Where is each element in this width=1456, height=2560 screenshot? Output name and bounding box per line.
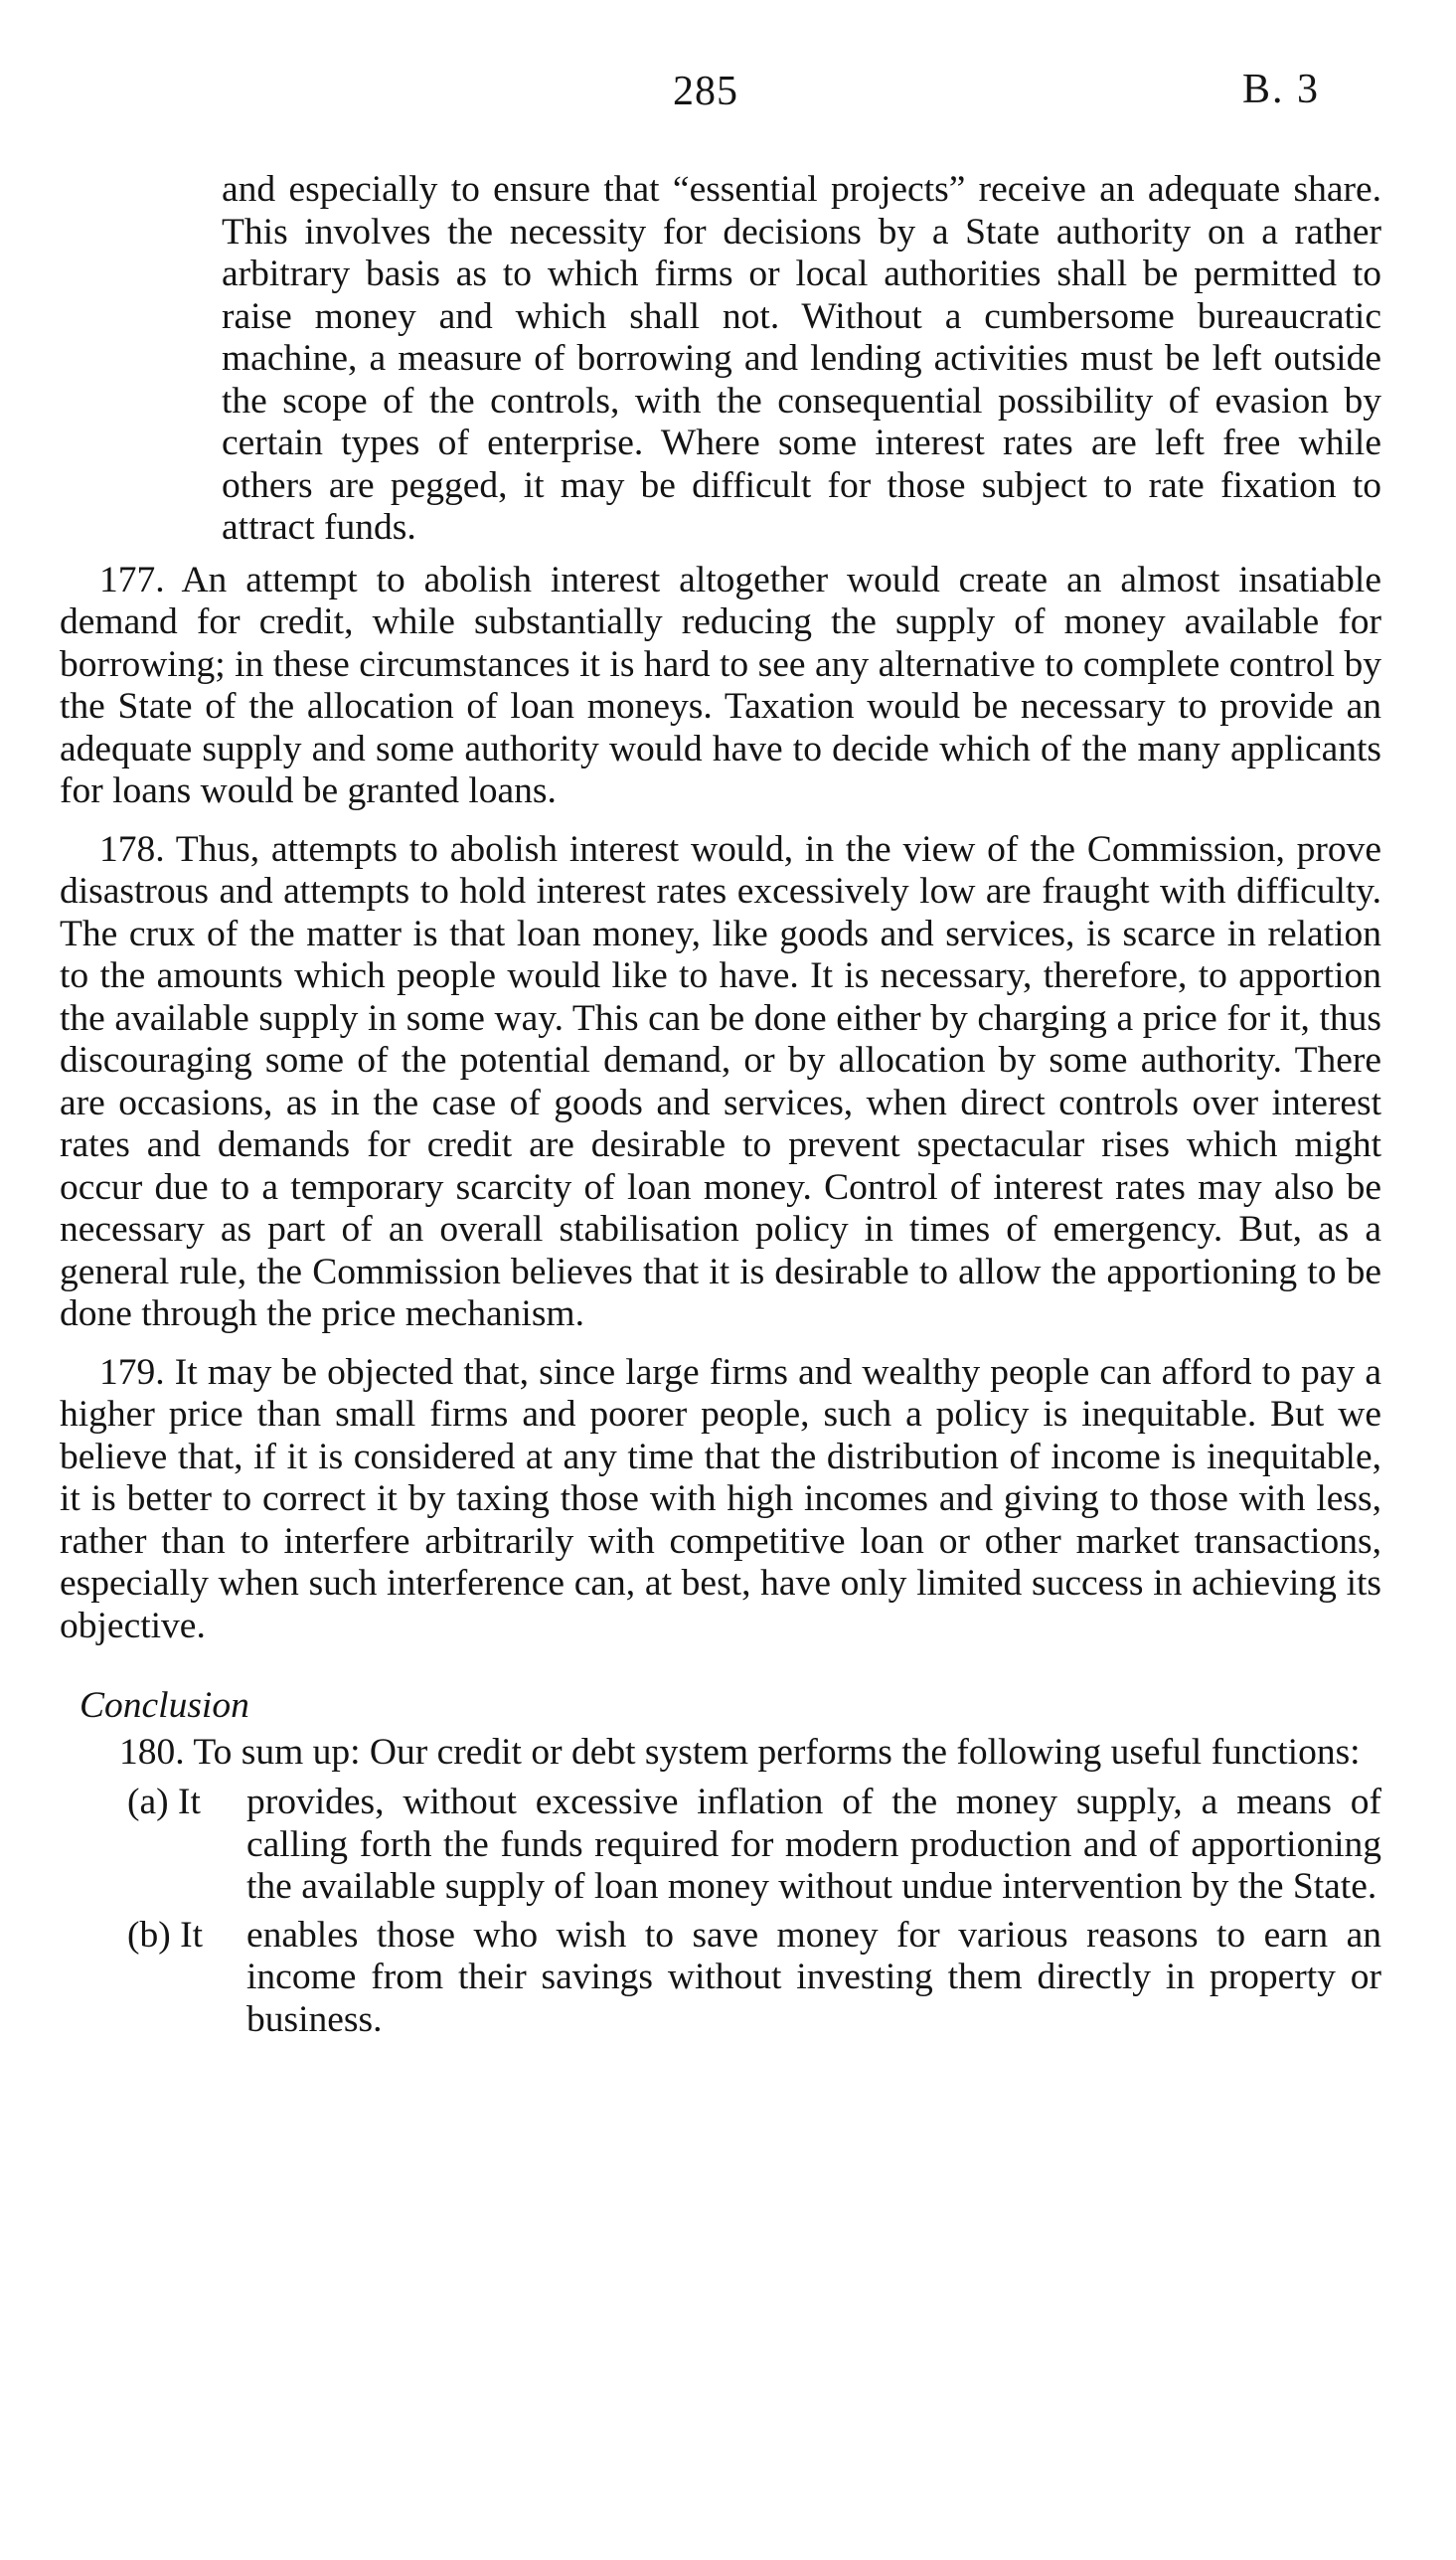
paragraph-text: To sum up: Our credit or debt system performs the following useful functions: — [193, 1731, 1361, 1773]
paragraph-text: Thus, attempts to abolish interest would, in the view of the Commission, prove disastrous and attempts to hold interest rates excessively low are fraught with difficulty. The crux of the matter is that loan money, like goods and services, is scarce in relation to the amounts which people would like to have. It is necessary, therefore, to apportion the available supply in some way. This can be done either by charging a price for it, thus discouraging some of the potential demand, or by allocation by some authority. There are occasions, as in the case of goods and services, when direct controls over interest rates and demands for credit are desirable to prevent spectacular rises which might occur due to a temporary scarcity of loan money. Control of interest rates may also be necessary as part of an overall stabilisation policy in times of emergency. But, as a general rule, the Commission believes that it is desirable to allow the apportioning to be done through the price mechanism. — [60, 828, 1381, 1334]
paragraph-number: 178. — [99, 828, 165, 870]
paragraph-178 — [60, 829, 1381, 1336]
body-text — [60, 169, 1381, 2041]
paragraph-text: It may be objected that, since large firms and wealthy people can afford to pay a higher price than small firms and poorer people, such a policy is inequitable. But we believe that, if it is considered at any time that the distribution of income is inequitable, it is better to correct it by taxing those with high incomes and giving to those with less, rather than to interfere arbitrarily with competitive loan or other market transactions, especially when such interference can, at best, have only limited success in achieving its objective. — [60, 1351, 1382, 1646]
paragraph-number: 179. — [99, 1351, 165, 1393]
list-item-b — [60, 1915, 1381, 2042]
functions-list — [60, 1782, 1381, 2041]
list-item-text: provides, without excessive inflation of the money supply, a means of calling forth the funds required for modern production and of apportioning the available supply of loan money without undue intervention by the State. — [246, 1782, 1381, 1907]
section-heading-conclusion: Conclusion — [80, 1685, 249, 1726]
list-marker: (a) It — [127, 1782, 201, 1822]
list-item-text: enables those who wish to save money for various reasons to earn an income from their savings without investing them directly in property or business. — [246, 1914, 1381, 2040]
paragraph-177 — [60, 560, 1381, 813]
section-reference: B. 3 — [1242, 67, 1321, 112]
paragraph-text: An attempt to abolish interest altogether would create an almost insatiable demand for credit, while substantially reducing the supply of money available for borrowing; in these circumstances it is hard to see any alternative to complete control by the State of the allocation of loan moneys. Taxation would be necessary to provide an adequate supply and some authority would have to decide which of the many applicants for loans would be granted loans. — [60, 559, 1381, 811]
paragraph-179 — [60, 1352, 1381, 1648]
paragraph-180 — [60, 1732, 1381, 1775]
list-item-a — [60, 1782, 1381, 1909]
page-number: 285 — [673, 69, 738, 114]
list-marker: (b) It — [127, 1914, 204, 1956]
paragraph-number: 180. — [119, 1731, 185, 1773]
paragraph-number: 177. — [99, 559, 165, 600]
paragraph-continued: and especially to ensure that “essential projects” receive an adequate share. This involves the necessity for decisions by a State authority on a rather arbitrary basis as to which firms or local authorities shall be permitted to raise money and which shall not. Without a cumbersome bureaucratic machine, a measure of borrowing and lending activities must be left outside the scope of the controls, with the consequential possibility of evasion by certain types of enterprise. Where some interest rates are left free while others are pegged, it may be difficult for those subject to rate fixation to attract funds. — [222, 169, 1381, 548]
